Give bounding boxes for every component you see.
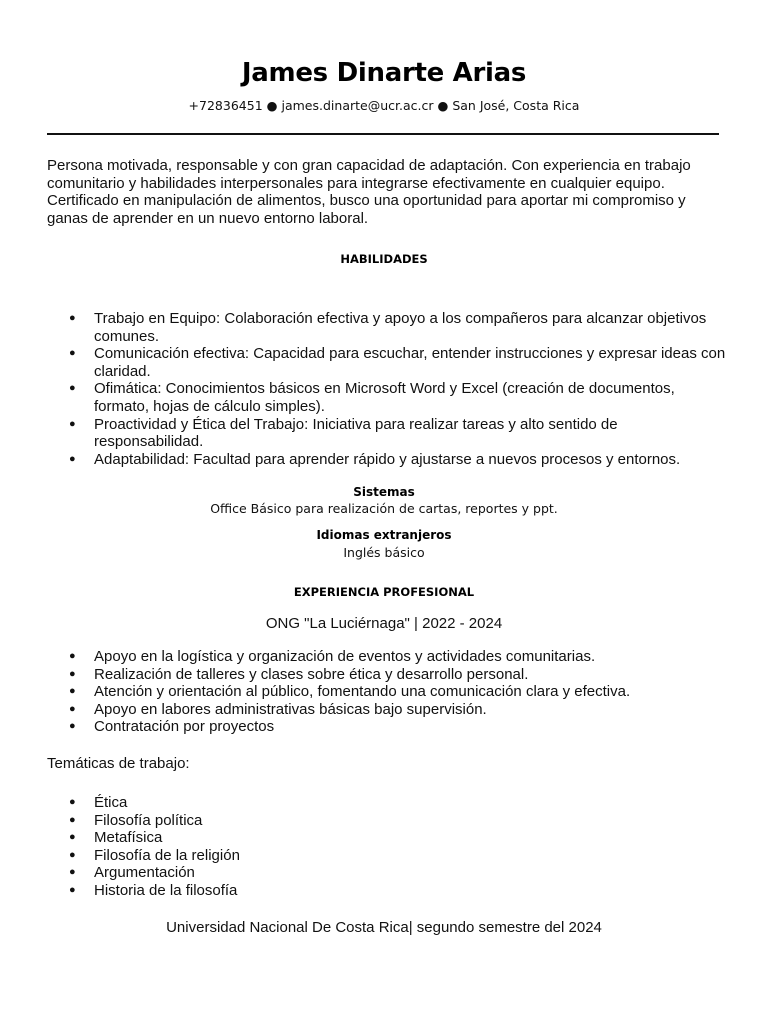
list-item: ● Apoyo en la logística y organización de eventos y actividades comunitarias. <box>47 648 727 666</box>
contact-line: +72836451 ● james.dinarte@ucr.ac.cr ● San José, Costa Rica <box>188 98 580 113</box>
list-item: ● Apoyo en labores administrativas básicas bajo supervisión. <box>47 701 727 719</box>
header-divider <box>47 133 719 135</box>
list-item: ● Ética <box>47 794 727 812</box>
list-item: ● Metafísica <box>47 829 727 847</box>
candidate-name: James Dinarte Arias <box>241 58 527 88</box>
list-item: ● Trabajo en Equipo: Colaboración efectiva y apoyo a los compañeros para alcanzar objetivos comunes. <box>47 310 727 345</box>
skills-heading: HABILIDADES <box>340 252 428 266</box>
profile-summary: Persona motivada, responsable y con gran capacidad de adaptación. Con experiencia en trabajo comunitario y habilidades interpersonales para integrarse efectivamente en cualquier equipo. Certificado en manipulación de alimentos, busco una oportunidad para aportar mi compromiso y ganas de aprender en un nuevo entorno laboral. <box>47 157 691 227</box>
list-item: ● Adaptabilidad: Facultad para aprender rápido y ajustarse a nuevos procesos y entornos. <box>47 451 727 469</box>
list-item: ● Ofimática: Conocimientos básicos en Microsoft Word y Excel (creación de documentos, formato, hojas de cálculo simples). <box>47 380 727 415</box>
topics-label: Temáticas de trabajo: <box>47 755 190 772</box>
list-item: ● Historia de la filosofía <box>47 882 727 900</box>
list-item: ● Comunicación efectiva: Capacidad para escuchar, entender instrucciones y expresar ideas con claridad. <box>47 345 727 380</box>
list-item: ● Filosofía política <box>47 812 727 830</box>
systems-text: Office Básico para realización de cartas, reportes y ppt. <box>210 501 558 516</box>
languages-text: Inglés básico <box>343 545 425 560</box>
skills-list <box>47 310 727 468</box>
list-item: ● Filosofía de la religión <box>47 847 727 865</box>
experience-list <box>47 648 727 736</box>
systems-heading: Sistemas <box>353 485 415 499</box>
list-item: ● Atención y orientación al público, fomentando una comunicación clara y efectiva. <box>47 683 727 701</box>
list-item: ● Proactividad y Ética del Trabajo: Iniciativa para realizar tareas y alto sentido de responsabilidad. <box>47 416 727 451</box>
list-item: ● Argumentación <box>47 864 727 882</box>
languages-heading: Idiomas extranjeros <box>316 528 452 542</box>
list-item: ● Contratación por proyectos <box>47 718 727 736</box>
topics-list <box>47 794 727 900</box>
experience-heading: EXPERIENCIA PROFESIONAL <box>293 585 475 599</box>
experience-organization: ONG "La Luciérnaga" | 2022 - 2024 <box>265 615 503 632</box>
list-item: ● Realización de talleres y clases sobre ética y desarrollo personal. <box>47 666 727 684</box>
education-line: Universidad Nacional De Costa Rica| segundo semestre del 2024 <box>166 919 602 936</box>
